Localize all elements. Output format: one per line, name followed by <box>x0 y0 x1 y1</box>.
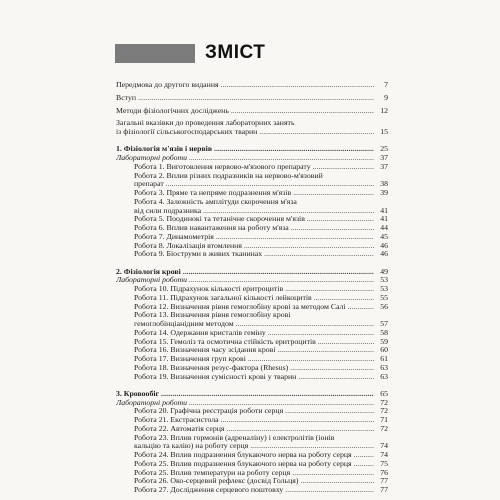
toc-entry[interactable] <box>116 189 388 198</box>
toc-front-matter <box>116 81 388 137</box>
toc-entry[interactable] <box>116 215 388 224</box>
toc-entry[interactable] <box>116 285 388 294</box>
toc-entry-page: 44 <box>380 224 388 232</box>
toc-lab-label: Лабораторні роботи ..... <box>116 399 374 408</box>
toc-entry[interactable] <box>116 469 388 478</box>
toc-entry-title: гемоглобінціанідним методом ..... <box>134 320 374 329</box>
toc-entry-page: 61 <box>380 355 388 363</box>
toc-lab-works-heading[interactable] <box>116 154 388 163</box>
toc-entry-title: Робота 14. Одержання кристалів геміну ..... <box>134 329 374 338</box>
toc-entry-title: із фізіології сільськогосподарських тварин ..... <box>116 128 374 137</box>
toc-section <box>116 145 388 259</box>
toc-entry[interactable] <box>116 460 388 469</box>
toc-entry-title: Робота 21. Екстрасистола ..... <box>134 416 374 425</box>
toc-sections <box>116 137 388 495</box>
toc-entry-page: 75 <box>380 459 388 468</box>
toc-entry[interactable] <box>116 477 388 486</box>
toc-entry[interactable] <box>116 233 388 242</box>
toc-section-heading[interactable] <box>116 268 388 277</box>
toc-entry-page: 77 <box>380 477 388 486</box>
toc-entry-page: 9 <box>384 93 388 102</box>
toc-entry-title: від сили подразника ..... <box>134 207 374 216</box>
toc-entry[interactable] <box>116 242 388 251</box>
toc-entry-title: Робота 19. Визначення сумісності крові у тварин ..... <box>134 373 374 382</box>
toc-entry-title: Методи фізіологічних досліджень ..... <box>116 107 374 116</box>
toc-entry-page: 74 <box>380 451 388 459</box>
toc-entry-page: 77 <box>380 486 388 494</box>
toc-entry-title: Робота 13. Визначення рівня гемоглобіну крові <box>134 311 291 320</box>
toc-entry[interactable] <box>116 198 388 207</box>
toc-section-heading[interactable] <box>116 145 388 154</box>
toc-lab-label: Лабораторні роботи ..... <box>116 276 374 285</box>
toc-entry-title: Робота 6. Вплив навантаження на роботу м'яза ..... <box>134 224 374 233</box>
table-of-contents <box>116 81 388 495</box>
toc-entry-title: Робота 1. Виготовлення нервово-м'язового препарату ..... <box>134 163 374 172</box>
toc-entry[interactable] <box>116 338 388 347</box>
toc-section-heading[interactable] <box>116 390 388 399</box>
toc-entry[interactable] <box>116 416 388 425</box>
toc-entry-page: 15 <box>380 128 388 136</box>
toc-entry-page: 39 <box>380 189 388 197</box>
toc-entry-page: 74 <box>380 442 388 451</box>
toc-entry[interactable] <box>116 311 388 320</box>
toc-lab-works-heading[interactable] <box>116 276 388 285</box>
toc-entry-title: Робота 10. Підрахунок кількості еритроцитів ..... <box>134 285 374 294</box>
toc-entry-page: 56 <box>380 302 388 311</box>
toc-entry-page: 49 <box>380 267 388 276</box>
toc-entry-title: препарат ..... <box>134 180 374 189</box>
toc-entry[interactable] <box>116 163 388 172</box>
toc-entry[interactable] <box>116 364 388 373</box>
toc-entry[interactable] <box>116 303 388 312</box>
toc-entry[interactable] <box>116 224 388 233</box>
toc-entry-title: Робота 26. Око-серцевий рефлекс (досвід Гольця) ..... <box>134 477 374 486</box>
toc-entry[interactable] <box>116 434 388 443</box>
toc-section-title: 2. Фізіологія крові ..... <box>116 268 374 277</box>
toc-section <box>116 390 388 495</box>
toc-entry-title: Робота 22. Автоматія серця ..... <box>134 425 374 434</box>
toc-entry-title: Робота 25. Вплив температури на роботу серця ..... <box>134 469 374 478</box>
toc-entry-title: Робота 15. Гемоліз та осмотична стійкість еритроцитів ..... <box>134 338 374 347</box>
toc-entry-continuation[interactable] <box>116 180 388 189</box>
toc-lab-works-heading[interactable] <box>116 399 388 408</box>
toc-entry-title: Робота 2. Вплив різних подразників на нервово-м'язовий <box>134 171 323 180</box>
toc-entry-title: Робота 9. Біоструми в живих тканинах ..... <box>134 250 374 259</box>
toc-entry[interactable] <box>116 486 388 495</box>
toc-entry-page: 65 <box>380 389 388 398</box>
toc-entry[interactable] <box>116 119 388 128</box>
toc-entry[interactable] <box>116 172 388 181</box>
toc-entry[interactable] <box>116 355 388 364</box>
toc-entry-title: Робота 25. Вплив подразнення блукаючого нерва на роботу серця ..... <box>134 460 374 469</box>
toc-entry-title: кальцію та калію) на роботу серця ..... <box>134 442 374 451</box>
toc-entry-title: Робота 24. Вплив подразнення блукаючого нерва на роботу серця ..... <box>134 451 374 460</box>
toc-entry-page: 57 <box>380 320 388 328</box>
toc-entry-page: 55 <box>380 293 388 302</box>
toc-entry-title: Загальні вказівки до проведення лабораторних занять <box>116 119 295 128</box>
toc-entry-title: Передмова до другого видання ..... <box>116 81 374 90</box>
toc-entry-continuation[interactable] <box>116 207 388 216</box>
toc-entry-title: Робота 27. Дослідження серцевого поштовху ..... <box>134 486 374 495</box>
toc-entry-page: 60 <box>380 346 388 355</box>
toc-entry[interactable] <box>116 294 388 303</box>
toc-entry-title: Робота 4. Залежність амплітуди скорочення м'яза <box>134 197 297 206</box>
toc-entry-page: 63 <box>380 363 388 372</box>
toc-section-title: 1. Фізіологія м'язів і нервів ..... <box>116 145 374 154</box>
toc-entry[interactable] <box>116 81 388 90</box>
toc-entry-page: 72 <box>380 424 388 433</box>
toc-section <box>116 268 388 382</box>
toc-entry-title: Робота 12. Визначення рівня гемоглобіну крові за методом Салі ..... <box>134 303 374 312</box>
toc-entry[interactable] <box>116 250 388 259</box>
toc-entry-continuation[interactable] <box>116 442 388 451</box>
toc-entry-page: 58 <box>380 328 388 337</box>
toc-entry-page: 71 <box>380 416 388 424</box>
toc-entry-page: 46 <box>380 241 388 250</box>
toc-entry-page: 41 <box>380 215 388 224</box>
toc-entry-page: 53 <box>380 285 388 293</box>
toc-entry-page: 46 <box>380 250 388 259</box>
toc-entry-title: Робота 17. Визначення груп крові ..... <box>134 355 374 364</box>
toc-entry-page: 37 <box>380 154 388 162</box>
toc-entry-page: 12 <box>380 106 388 115</box>
toc-entry-page: 25 <box>380 145 388 154</box>
toc-entry[interactable] <box>116 346 388 355</box>
toc-entry-page: 37 <box>380 162 388 171</box>
toc-entry-page: 41 <box>380 206 388 215</box>
toc-entry-title: Робота 20. Графічна реєстрація роботи серця ..... <box>134 407 374 416</box>
toc-entry[interactable] <box>116 329 388 338</box>
toc-entry-title: Робота 18. Визначення резус-фактора (Rhesus) ..... <box>134 364 374 373</box>
toc-entry-title: Робота 11. Підрахунок загальної кількості лейкоцитів ..... <box>134 294 374 303</box>
toc-entry-page: 72 <box>380 398 388 407</box>
toc-entry-title: Робота 8. Локалізація втомлення ..... <box>134 242 374 251</box>
toc-entry[interactable] <box>116 425 388 434</box>
toc-entry-continuation[interactable] <box>116 128 388 137</box>
toc-entry-page: 38 <box>380 180 388 189</box>
toc-lab-label: Лабораторні роботи ..... <box>116 154 374 163</box>
toc-entry-title: Робота 7. Динамометрія ..... <box>134 233 374 242</box>
heading-decoration-bar <box>115 44 195 63</box>
toc-entry-page: 76 <box>380 468 388 477</box>
toc-entry[interactable] <box>116 373 388 382</box>
toc-entry-continuation[interactable] <box>116 320 388 329</box>
toc-entry[interactable] <box>116 107 388 116</box>
toc-entry[interactable] <box>116 407 388 416</box>
page-title: ЗМІСТ <box>205 42 266 63</box>
toc-entry-page: 7 <box>384 81 388 89</box>
toc-entry[interactable] <box>116 451 388 460</box>
toc-entry-title: Робота 16. Визначення часу зсідання крові ..... <box>134 346 374 355</box>
toc-entry-title: Вступ ..... <box>116 94 374 103</box>
toc-entry-title: Робота 5. Поодинокі та тетанічне скорочення м'язів ..... <box>134 215 374 224</box>
toc-entry-page: 59 <box>380 337 388 346</box>
toc-entry-page: 72 <box>380 407 388 416</box>
toc-entry-page: 63 <box>380 372 388 381</box>
toc-entry[interactable] <box>116 94 388 103</box>
toc-entry-page: 53 <box>380 276 388 285</box>
toc-entry-page: 45 <box>380 232 388 241</box>
toc-entry-title: Робота 3. Пряме та непряме подразнення м'язів ..... <box>134 189 374 198</box>
toc-section-title: 3. Кровообіг ..... <box>116 390 374 399</box>
toc-entry-title: Робота 23. Вплив гормонів (адреналіну) і електролітів (іонів <box>134 433 335 442</box>
